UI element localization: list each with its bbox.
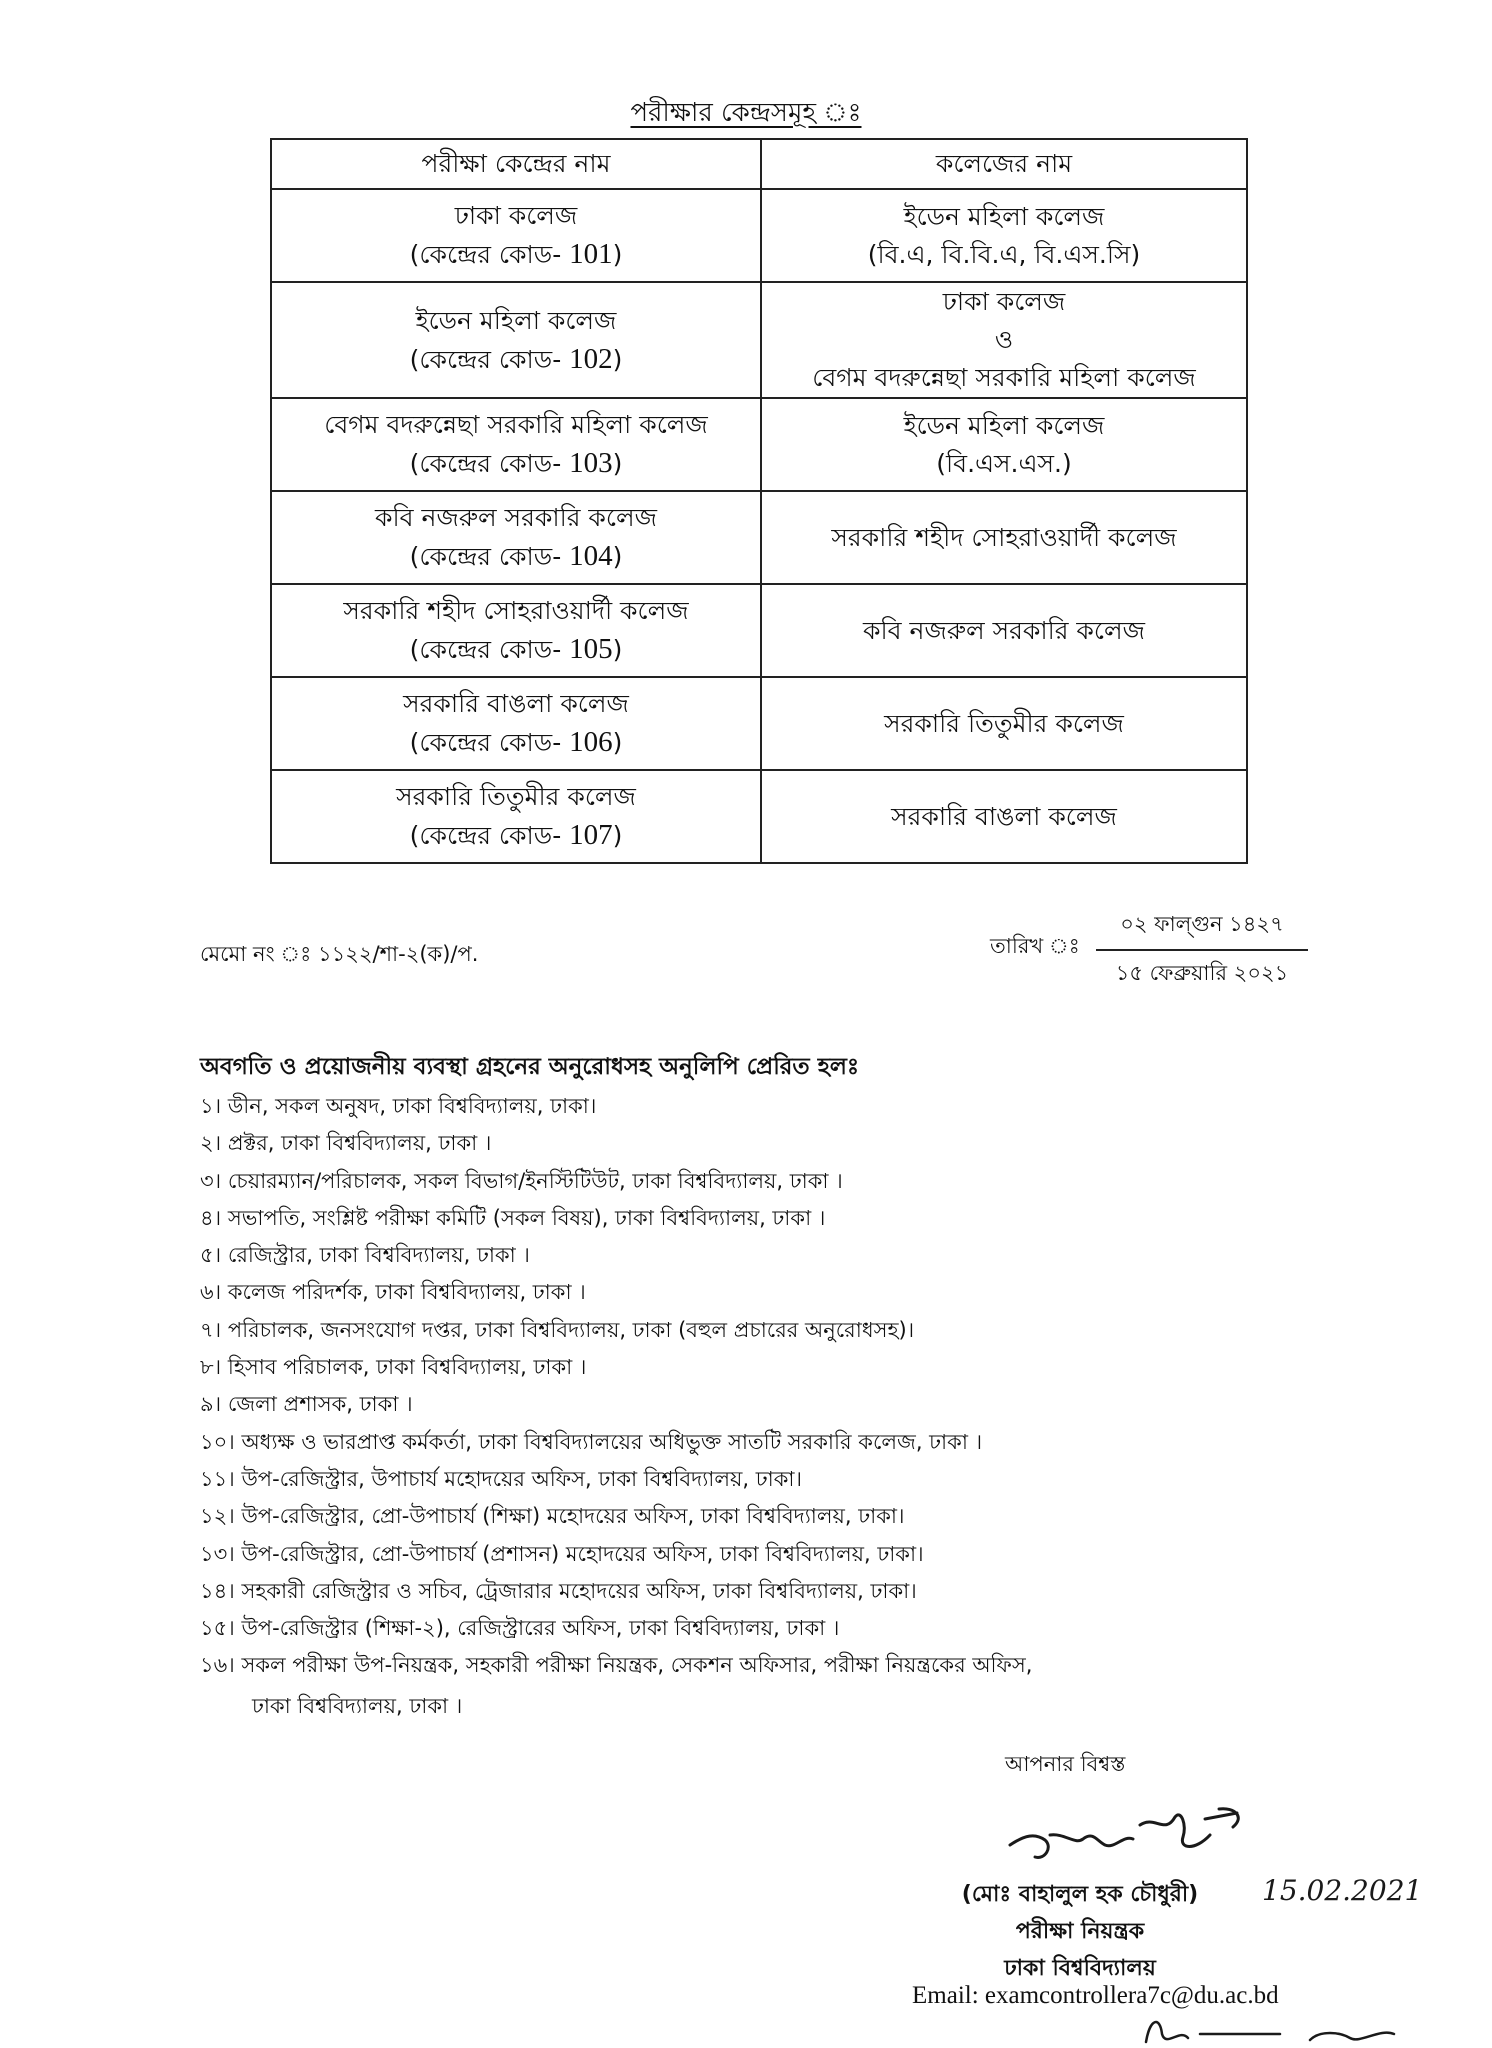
initials-mark	[1140, 2008, 1400, 2048]
list-item	[200, 1386, 1200, 1423]
center-code-suffix: )	[612, 344, 623, 374]
list-item	[200, 1125, 1200, 1162]
college-name-line: ইডেন মহিলা কলেজ	[903, 410, 1105, 440]
center-name: সরকারি শহীদ সোহরাওয়ার্দী কলেজ	[343, 596, 689, 625]
list-item-number: ১৬।	[200, 1653, 235, 1678]
list-item	[200, 1536, 1200, 1573]
center-code-prefix: (কেন্দ্রের কোড-	[409, 344, 570, 374]
center-code: 106	[569, 726, 613, 758]
handwritten-date-text: 15.02.2021	[1262, 1874, 1423, 1907]
center-code-line	[278, 816, 754, 855]
list-item	[200, 1349, 1200, 1386]
center-cell	[271, 677, 761, 770]
list-item-number: ৩।	[200, 1168, 222, 1193]
center-cell	[271, 584, 761, 677]
closing-text: আপনার বিশ্বস্ত	[1005, 1752, 1126, 1776]
college-cell	[761, 189, 1247, 282]
center-code-suffix: )	[612, 728, 623, 757]
list-item-text: কলেজ পরিদর্শক, ঢাকা বিশ্ববিদ্যালয়, ঢাকা ।	[227, 1280, 586, 1305]
college-cell	[761, 770, 1247, 863]
exam-centers-table	[270, 138, 1248, 864]
list-item-number: ৮।	[200, 1355, 222, 1380]
handwritten-signature	[1005, 1805, 1255, 1875]
center-code-prefix: (কেন্দ্রের কোড-	[409, 240, 570, 269]
center-name: ঢাকা কলেজ	[454, 201, 578, 230]
college-cell	[761, 677, 1247, 770]
center-code-prefix: (কেন্দ্রের কোড-	[409, 449, 570, 478]
college-cell	[761, 398, 1247, 491]
center-name: সরকারি তিতুমীর কলেজ	[396, 782, 636, 811]
center-code-suffix: )	[612, 635, 623, 664]
college-cell	[761, 282, 1247, 398]
list-item-number: ৬।	[200, 1280, 222, 1305]
list-item-number: ৯।	[200, 1392, 222, 1417]
list-item-number: ২।	[200, 1131, 222, 1156]
list-item	[200, 1424, 1200, 1461]
center-cell	[271, 398, 761, 491]
center-code-suffix: )	[612, 542, 623, 571]
list-item	[200, 1274, 1200, 1311]
college-name-line: সরকারি বাঙলা কলেজ	[891, 801, 1117, 831]
list-item-text: হিসাব পরিচালক, ঢাকা বিশ্ববিদ্যালয়, ঢাকা ।	[227, 1355, 587, 1380]
center-code: 101	[569, 238, 613, 270]
signatory-name: (মোঃ বাহালুল হক চৌধুরী)	[961, 1882, 1199, 1907]
college-name-line: ও	[994, 325, 1014, 354]
column-header-center: পরীক্ষা কেন্দ্রের নাম	[271, 139, 761, 189]
college-name-line: ঢাকা কলেজ	[942, 287, 1066, 316]
table-row	[271, 491, 1247, 584]
college-cell	[761, 584, 1247, 677]
center-cell	[271, 491, 761, 584]
list-item-number: ১।	[200, 1094, 222, 1118]
list-item-text: রেজিস্ট্রার, ঢাকা বিশ্ববিদ্যালয়, ঢাকা ।	[227, 1243, 530, 1268]
college-name-line: বেগম বদরুন্নেছা সরকারি মহিলা কলেজ	[812, 363, 1196, 392]
list-item-number: ১০।	[200, 1429, 235, 1454]
list-item	[200, 1237, 1200, 1274]
center-code-suffix: )	[612, 821, 623, 850]
date-bangla: ০২ ফাল্গুন ১৪২৭	[1096, 908, 1308, 951]
college-cell	[761, 491, 1247, 584]
center-code-line	[278, 630, 754, 669]
copy-recipients-list	[200, 1088, 1200, 1727]
list-item-text: চেয়ারম্যান/পরিচালক, সকল বিভাগ/ইনস্টিটিউট, ঢাকা বিশ্ববিদ্যালয়, ঢাকা ।	[227, 1168, 843, 1193]
list-item-text: সভাপতি, সংশ্লিষ্ট পরীক্ষা কমিটি (সকল বিষয়), ঢাকা বিশ্ববিদ্যালয়, ঢাকা ।	[227, 1205, 826, 1230]
signatory-block	[880, 1876, 1280, 1987]
center-code-line	[278, 444, 754, 483]
center-code-prefix: (কেন্দ্রের কোড-	[409, 821, 570, 850]
center-code: 104	[569, 540, 613, 572]
list-item-text: উপ-রেজিস্ট্রার, প্রো-উপাচার্য (শিক্ষা) মহোদয়ের অফিস, ঢাকা বিশ্ববিদ্যালয়, ঢাকা।	[241, 1504, 905, 1529]
list-item	[200, 1163, 1200, 1200]
list-item-text: উপ-রেজিস্ট্রার, উপাচার্য মহোদয়ের অফিস, ঢাকা বিশ্ববিদ্যালয়, ঢাকা।	[241, 1466, 803, 1491]
table-row	[271, 189, 1247, 282]
table-row	[271, 677, 1247, 770]
center-code-line	[278, 340, 754, 379]
center-name: কবি নজরুল সরকারি কলেজ	[375, 503, 657, 532]
column-header-college: কলেজের নাম	[761, 139, 1247, 189]
list-item	[200, 1498, 1200, 1535]
center-cell	[271, 282, 761, 398]
center-code: 103	[569, 447, 613, 479]
center-code: 105	[569, 633, 613, 665]
copy-recipients-intro: অবগতি ও প্রয়োজনীয় ব্যবস্থা গ্রহনের অনুরোধসহ অনুলিপি প্রেরিত হলঃ	[200, 1054, 860, 1080]
table-row	[271, 584, 1247, 677]
table-row	[271, 770, 1247, 863]
list-item-text: ডীন, সকল অনুষদ, ঢাকা বিশ্ববিদ্যালয়, ঢাকা।	[227, 1094, 597, 1118]
list-item-text: প্রক্টর, ঢাকা বিশ্ববিদ্যালয়, ঢাকা ।	[227, 1131, 492, 1156]
center-code: 107	[569, 819, 613, 851]
list-item-text: অধ্যক্ষ ও ভারপ্রাপ্ত কর্মকর্তা, ঢাকা বিশ্ববিদ্যালয়ের অধিভুক্ত সাতটি সরকারি কলেজ, ঢাকা ।	[241, 1429, 983, 1454]
center-code-prefix: (কেন্দ্রের কোড-	[409, 635, 570, 664]
list-item-number: ৪।	[200, 1205, 222, 1230]
center-code-prefix: (কেন্দ্রের কোড-	[409, 728, 570, 757]
college-name-line: সরকারি তিতুমীর কলেজ	[884, 708, 1124, 738]
college-name-line: কবি নজরুল সরকারি কলেজ	[863, 615, 1145, 645]
list-item-text: সকল পরীক্ষা উপ-নিয়ন্ত্রক, সহকারী পরীক্ষা নিয়ন্ত্রক, সেকশন অফিসার, পরীক্ষা নিয়ন্ত্রকের অফিস,	[241, 1653, 1033, 1678]
center-cell	[271, 770, 761, 863]
list-item-text-continuation: ঢাকা বিশ্ববিদ্যালয়, ঢাকা ।	[252, 1693, 463, 1718]
list-item	[200, 1647, 1200, 1726]
list-item-number: ১৫।	[200, 1616, 235, 1641]
date-label: তারিখ ঃ	[990, 934, 1080, 958]
list-item-text: জেলা প্রশাসক, ঢাকা ।	[227, 1392, 413, 1417]
table-row	[271, 398, 1247, 491]
list-item-text: সহকারী রেজিস্ট্রার ও সচিব, ট্রেজারার মহোদয়ের অফিস, ঢাকা বিশ্ববিদ্যালয়, ঢাকা।	[241, 1578, 917, 1603]
center-name: সরকারি বাঙলা কলেজ	[403, 689, 629, 718]
list-item	[200, 1461, 1200, 1498]
list-item	[200, 1573, 1200, 1610]
date-english: ১৫ ফেব্রুয়ারি ২০২১	[1115, 961, 1289, 985]
list-item	[200, 1610, 1200, 1647]
signatory-organization: ঢাকা বিশ্ববিদ্যালয়	[1004, 1956, 1156, 1981]
list-item-number: ৭।	[200, 1317, 222, 1342]
college-name-line: ইডেন মহিলা কলেজ	[903, 201, 1105, 231]
center-cell	[271, 189, 761, 282]
center-code-line	[278, 537, 754, 576]
college-name-line: (বি.এ, বি.বি.এ, বি.এস.সি)	[867, 239, 1141, 269]
contact-email: Email: examcontrollera7c@du.ac.bd	[912, 1982, 1279, 2009]
center-code-suffix: )	[612, 449, 623, 478]
list-item-number: ১৩।	[200, 1541, 235, 1566]
list-item-number: ৫।	[200, 1243, 222, 1268]
table-header-row	[271, 139, 1247, 189]
center-code-suffix: )	[612, 240, 623, 269]
table-row	[271, 282, 1247, 398]
memo-number: মেমো নং ঃ ১১২২/শা-২(ক)/প.	[200, 942, 479, 966]
list-item-number: ১১।	[200, 1466, 235, 1491]
list-item-number: ১৪।	[200, 1578, 235, 1603]
list-item-text: পরিচালক, জনসংযোগ দপ্তর, ঢাকা বিশ্ববিদ্যালয়, ঢাকা (বহুল প্রচারের অনুরোধসহ)।	[227, 1317, 915, 1342]
list-item	[200, 1200, 1200, 1237]
center-code-line	[278, 723, 754, 762]
college-name-line: (বি.এস.এস.)	[936, 448, 1072, 478]
center-code-line	[278, 235, 754, 274]
college-name-line: সরকারি শহীদ সোহরাওয়ার্দী কলেজ	[831, 522, 1177, 552]
page-title: পরীক্ষার কেন্দ্রসমূহ ঃ	[630, 98, 862, 128]
center-code-prefix: (কেন্দ্রের কোড-	[409, 542, 570, 571]
list-item	[200, 1312, 1200, 1349]
center-code: 102	[569, 342, 613, 375]
list-item	[200, 1088, 1200, 1125]
list-item-text: উপ-রেজিস্ট্রার (শিক্ষা-২), রেজিস্ট্রারের অফিস, ঢাকা বিশ্ববিদ্যালয়, ঢাকা ।	[241, 1616, 840, 1641]
date-block	[1096, 908, 1308, 992]
list-item-number: ১২।	[200, 1504, 235, 1529]
center-name: ইডেন মহিলা কলেজ	[415, 305, 617, 335]
list-item-text: উপ-রেজিস্ট্রার, প্রো-উপাচার্য (প্রশাসন) মহোদয়ের অফিস, ঢাকা বিশ্ববিদ্যালয়, ঢাকা।	[241, 1541, 924, 1566]
center-name: বেগম বদরুন্নেছা সরকারি মহিলা কলেজ	[324, 410, 708, 439]
signatory-title: পরীক্ষা নিয়ন্ত্রক	[1015, 1919, 1145, 1944]
handwritten-date	[1258, 1868, 1438, 1910]
